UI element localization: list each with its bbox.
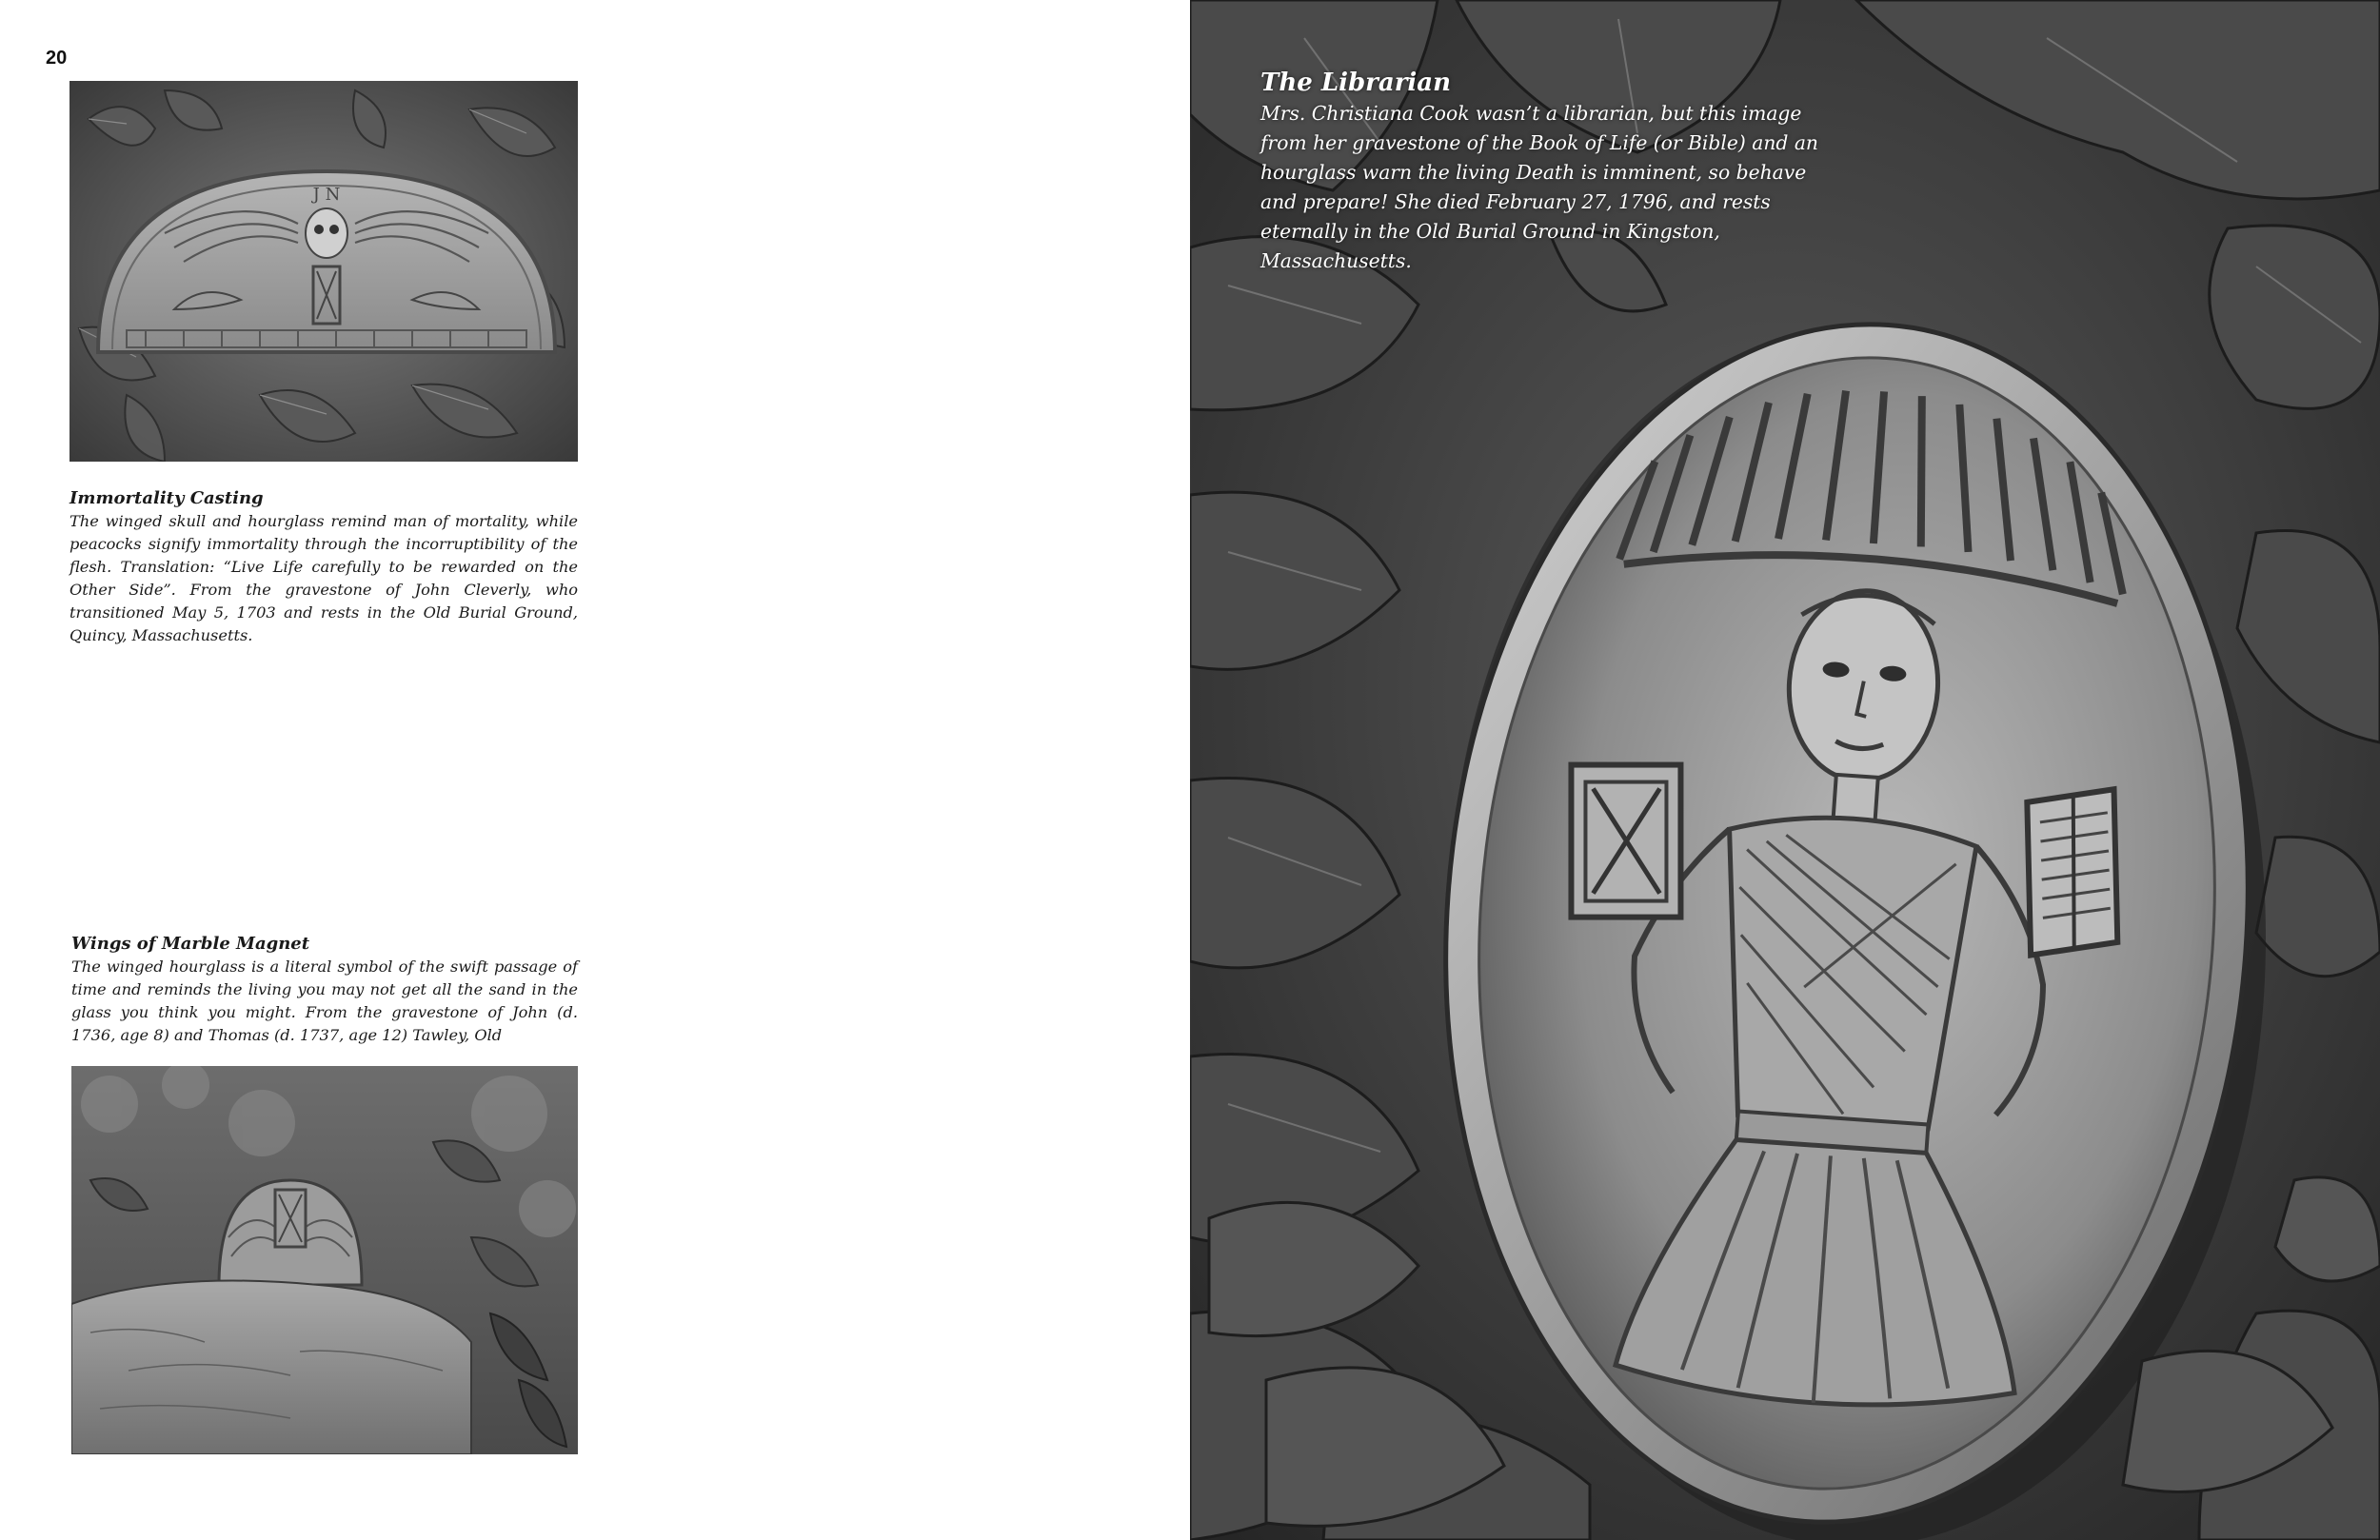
immortality-casting-image — [69, 81, 578, 462]
right-page — [1190, 0, 2380, 1540]
immortality-casting-caption — [69, 487, 578, 647]
winged-hourglass-image — [71, 1066, 578, 1454]
caption-body: The winged hourglass is a literal symbol of the swift passage of time and reminds the living you may not get all the sand in the glass you think you might. From the gravestone of John (d. 1736, age 8) and Thomas (d. 1737, age 12) Tawley, Old — [71, 958, 578, 1044]
wings-of-marble-caption — [71, 933, 578, 1047]
caption-title: Immortality Casting — [69, 488, 264, 508]
page-number: 20 — [46, 48, 68, 69]
caption-body: The winged skull and hourglass remind man of mortality, while peacocks signify immortality through the incorruptibility of the flesh. Translation: “Live Life carefully to be rewarded on the Other Side”. From the gravestone of John Cleverly, who transitioned May 5, 1703 and rests in the Old Burial Ground, Quincy, Massachusetts. — [69, 512, 578, 644]
caption-body: Mrs. Christiana Cook wasn’t a librarian, but this image from her gravestone of the Book of Life (or Bible) and an hourglass warn the living Death is imminent, so behave and prepare! She died February 27, 1796, and rests eternally in the Old Burial Ground in Kingston, Massachusetts. — [1260, 102, 1818, 272]
librarian-caption — [1260, 67, 1832, 276]
plate-letters: J N — [312, 185, 341, 205]
wings-of-marble-photo — [71, 1066, 578, 1454]
caption-title: The Librarian — [1260, 69, 1452, 97]
caption-title: Wings of Marble Magnet — [71, 934, 310, 954]
immortality-casting-photo — [69, 81, 578, 462]
